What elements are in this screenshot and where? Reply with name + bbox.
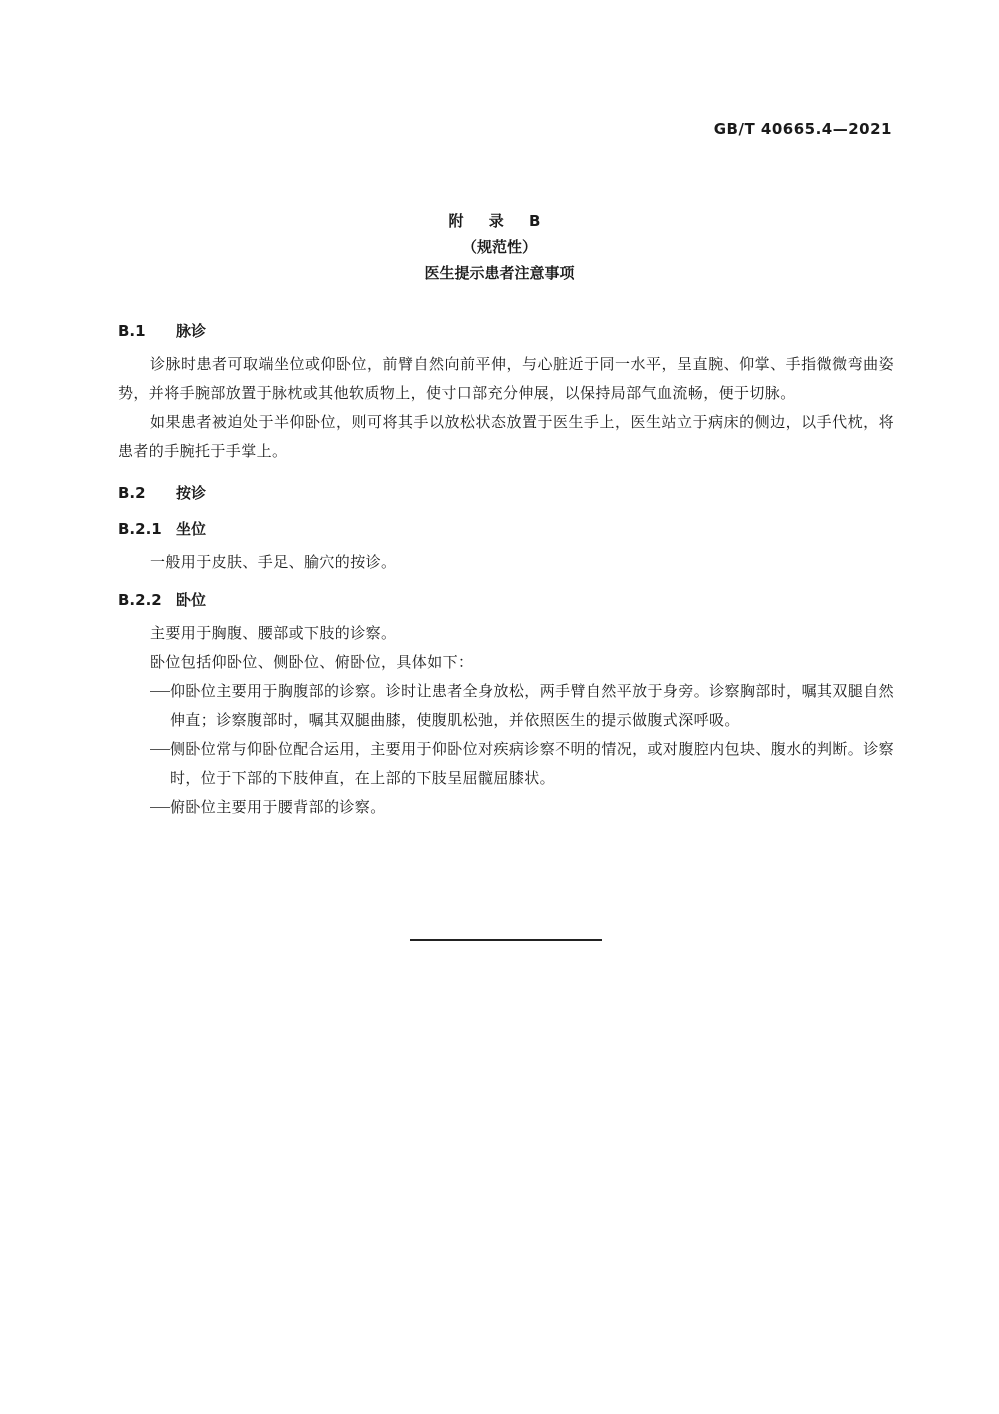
list-item-text: 仰卧位主要用于胸腹部的诊察。诊时让患者全身放松，两手臂自然平放于身旁。诊察胸部时，嘱其双腿自然伸直；诊察腹部时，嘱其双腿曲膝，使腹肌松弛，并依照医生的提示做腹式深呼吸。 — [170, 682, 894, 729]
section-number: B.1 — [118, 322, 146, 340]
list-item-text: 侧卧位常与仰卧位配合运用，主要用于仰卧位对疾病诊察不明的情况，或对腹腔内包块、腹水的判断。诊察时，位于下部的下肢伸直，在上部的下肢呈屈髋屈膝状。 — [170, 740, 894, 787]
list-item — [118, 735, 894, 793]
end-rule — [410, 939, 602, 941]
section-title: 坐位 — [176, 520, 207, 538]
section-title: 卧位 — [176, 591, 207, 609]
annex-subject: 医生提示患者注意事项 — [424, 264, 575, 282]
section-heading-b22 — [118, 587, 894, 613]
paragraph: 卧位包括仰卧位、侧卧位、俯卧位，具体如下： — [150, 653, 474, 671]
annex-type: （规范性） — [461, 238, 537, 256]
annex-heading — [0, 208, 999, 286]
section-heading-b2 — [118, 480, 894, 506]
section-title: 脉诊 — [176, 322, 207, 340]
section-number: B.2.1 — [118, 520, 162, 538]
section-title: 按诊 — [176, 484, 207, 502]
annex-title: 附 录 B — [448, 212, 551, 230]
paragraph: 一般用于皮肤、手足、腧穴的按诊。 — [150, 553, 397, 571]
paragraph: 主要用于胸腹、腰部或下肢的诊察。 — [150, 624, 397, 642]
paragraph: 如果患者被迫处于半仰卧位，则可将其手以放松状态放置于医生手上，医生站立于病床的侧边，以手代枕，将患者的手腕托于手掌上。 — [118, 413, 894, 460]
list-item-text: 俯卧位主要用于腰背部的诊察。 — [170, 798, 386, 816]
section-number: B.2.2 — [118, 591, 162, 609]
paragraph: 诊脉时患者可取端坐位或仰卧位，前臂自然向前平伸，与心脏近于同一水平，呈直腕、仰掌、手指微微弯曲姿势，并将手腕部放置于脉枕或其他软质物上，使寸口部充分伸展，以保持局部气血流畅，便于切脉。 — [118, 355, 894, 402]
list-item — [118, 677, 894, 735]
section-heading-b21 — [118, 516, 894, 542]
section-heading-b1 — [118, 318, 894, 344]
standard-code: GB/T 40665.4—2021 — [713, 120, 892, 138]
section-number: B.2 — [118, 484, 146, 502]
annex-content — [118, 318, 894, 822]
list-item — [118, 793, 894, 822]
